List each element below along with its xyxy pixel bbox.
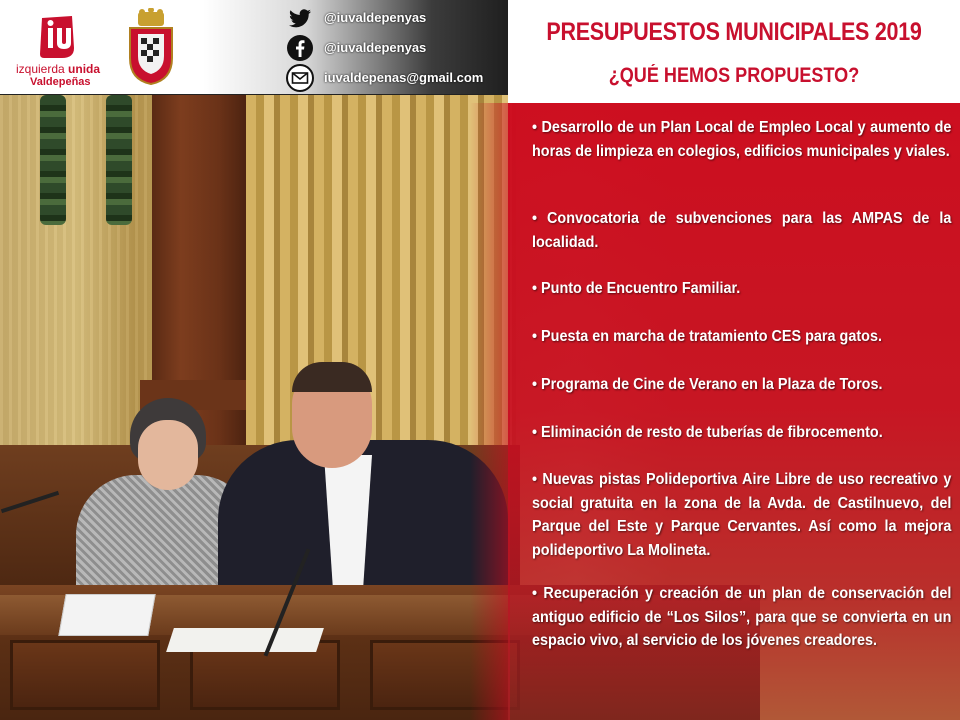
proposal-text: • Programa de Cine de Verano en la Plaza de Toros. [532, 376, 883, 393]
proposal-item [532, 207, 952, 254]
logo-city: Valdepeñas [30, 76, 91, 88]
proposal-text: • Punto de Encuentro Familiar. [532, 280, 741, 297]
proposal-text: • Puesta en marcha de tratamiento CES para gatos. [532, 328, 882, 345]
logo-word-izquierda: izquierda [16, 62, 65, 76]
twitter-handle: @iuvaldepenyas [324, 10, 427, 25]
logo-word-unida: unida [64, 62, 101, 76]
facebook-handle: @iuvaldepenyas [324, 40, 427, 55]
papers [166, 628, 324, 652]
coat-of-arms-icon [126, 8, 176, 86]
iu-logo [12, 10, 100, 86]
proposal-text: • Nuevas pistas Polideportiva Aire Libre de uso recreativo y social gratuita en la zona de la Avda. de Castilnuevo, del Parque del Este y Parque Cervantes. Así como la mejora polideportivo La Molineta. [532, 471, 952, 559]
proposal-text: • Desarrollo de un Plan Local de Empleo Local y aumento de horas de limpieza en colegios, edificios municipales y viales. [532, 119, 952, 160]
email-link[interactable] [286, 64, 516, 92]
proposal-text: • Convocatoria de subvenciones para las AMPAS de la localidad. [532, 210, 952, 251]
proposal-item [532, 116, 952, 163]
email-address: iuvaldepenas@gmail.com [324, 70, 484, 85]
title-box [508, 0, 960, 103]
proposal-item [532, 277, 952, 301]
proposal-item [532, 325, 952, 349]
twitter-link[interactable] [286, 4, 516, 32]
left-garland [40, 95, 66, 225]
facebook-icon [286, 34, 314, 62]
twitter-icon [286, 4, 314, 32]
desk-panel [10, 640, 160, 710]
right-garland [106, 95, 132, 225]
iu-logo-icon [38, 14, 76, 60]
logo-wordmark [16, 62, 100, 76]
proposal-item [532, 468, 952, 562]
proposal-item [532, 421, 952, 445]
facebook-link[interactable] [286, 34, 516, 62]
proposal-item [532, 373, 952, 397]
nameplate [58, 594, 155, 636]
page-title: PRESUPUESTOS MUNICIPALES 2019 [546, 18, 922, 46]
woman-face [138, 420, 198, 490]
proposal-item [532, 582, 952, 653]
proposal-text: • Recuperación y creación de un plan de conservación del antiguo edificio de “Los Silos”, para que se convierta en un espacio vivo, al servicio de los jóvenes creadores. [532, 585, 952, 649]
header-bar [0, 0, 508, 95]
proposal-text: • Eliminación de resto de tuberías de fibrocemento. [532, 424, 883, 441]
panel-fade [470, 103, 510, 720]
mail-icon [286, 64, 314, 92]
page-subtitle: ¿QUÉ HEMOS PROPUESTO? [608, 64, 860, 87]
